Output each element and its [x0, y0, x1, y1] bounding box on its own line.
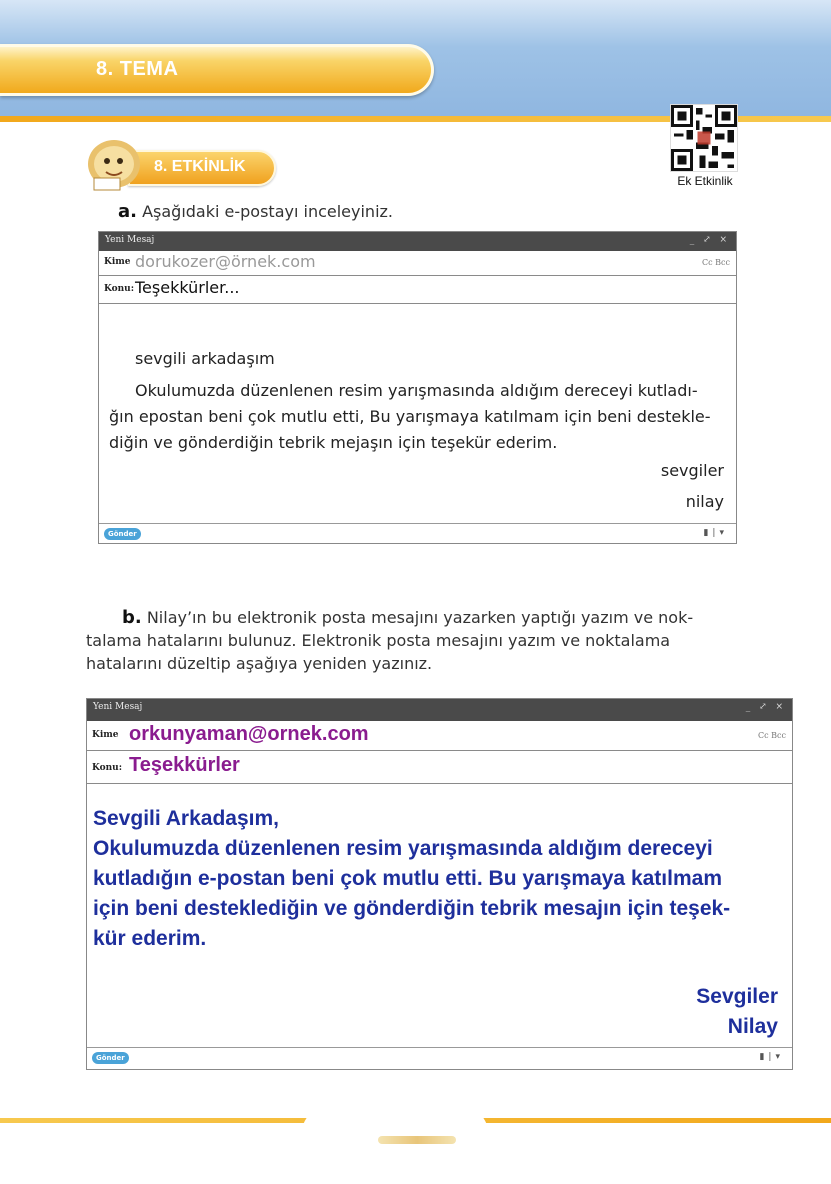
instruction-b-marker: b. [122, 607, 142, 628]
instruction-b [86, 606, 738, 675]
trash-icon[interactable]: ▮|▾ [703, 528, 728, 538]
window-title: Yeni Mesaj [105, 235, 155, 245]
qr-caption: Ek Etkinlik [677, 174, 733, 188]
message-body[interactable] [109, 378, 727, 456]
body-line: ğın epostan beni çok mutlu etti, Bu yarışmaya katılmam için beni destekle- [109, 407, 711, 426]
compose-footer [87, 1047, 792, 1069]
trash-icon[interactable]: ▮|▾ [759, 1052, 784, 1062]
subject-field[interactable]: Teşekkürler [129, 754, 240, 776]
instruction-a-text: Aşağıdaki e-postayı inceleyiniz. [142, 202, 393, 221]
instruction-b-line: hatalarını düzeltip aşağıya yeniden yazınız. [86, 654, 433, 673]
subject-row [87, 751, 792, 784]
answer-line: için beni desteklediğin ve gönderdiğin tebrik mesajın için teşek- [93, 897, 731, 920]
to-row [99, 251, 736, 276]
subject-label: Konu: [92, 763, 123, 773]
mascot-icon [84, 134, 148, 192]
greeting: sevgili arkadaşım [135, 349, 275, 368]
email-window-original [98, 231, 737, 544]
to-field[interactable]: orkunyaman@ornek.com [129, 723, 369, 745]
cc-bcc-links[interactable]: Cc Bcc [702, 258, 730, 267]
answer-line: Okulumuzda düzenlenen resim yarışmasında aldığım dereceyi [93, 837, 713, 860]
body-line: Okulumuzda düzenlenen resim yarışmasında aldığım dereceyi kutladı- [135, 381, 698, 400]
sign-off: sevgiler [660, 461, 724, 480]
answer-line: kür ederim. [93, 927, 207, 950]
compose-footer [99, 523, 736, 543]
corrected-message-body[interactable] [93, 804, 763, 954]
qr-code-icon[interactable] [670, 104, 738, 172]
window-controls[interactable]: _ ⤢ × [689, 235, 730, 245]
instruction-b-line: Nilay’ın bu elektronik posta mesajını yazarken yaptığı yazım ve nok- [146, 608, 694, 627]
send-button[interactable]: Gönder [92, 1052, 129, 1064]
email-window-corrected [86, 698, 793, 1070]
sign-off: Sevgiler [696, 985, 778, 1008]
answer-line: kutladığın e-postan beni çok mutlu etti. Bu yarışmaya katılmam [93, 867, 722, 890]
instruction-a-marker: a. [118, 201, 137, 222]
theme-banner [0, 44, 434, 96]
to-label: Kime [92, 730, 119, 740]
activity-title: 8. ETKİNLİK [154, 158, 246, 175]
subject-field[interactable]: Teşekkürler... [135, 278, 240, 297]
page-number-mark [378, 1136, 456, 1144]
theme-title: 8. TEMA [96, 58, 179, 80]
to-field[interactable]: dorukozer@örnek.com [135, 252, 316, 271]
to-row [87, 721, 792, 751]
signature: nilay [685, 492, 724, 511]
send-button[interactable]: Gönder [104, 528, 141, 540]
subject-row [99, 276, 736, 304]
window-title: Yeni Mesaj [93, 702, 143, 712]
body-line: diğin ve gönderdiğin tebrik mejaşın için teşekür ederim. [109, 433, 558, 452]
instruction-a [118, 201, 393, 222]
signature: Nilay [727, 1015, 778, 1038]
cc-bcc-links[interactable]: Cc Bcc [758, 731, 786, 740]
window-controls[interactable]: _ ⤢ × [745, 702, 786, 712]
subject-label: Konu: [104, 284, 135, 294]
to-label: Kime [104, 257, 131, 267]
instruction-b-line: talama hatalarını bulunuz. Elektronik posta mesajını yazım ve noktalama [86, 631, 671, 650]
answer-line: Sevgili Arkadaşım, [93, 807, 279, 830]
window-titlebar [87, 699, 792, 721]
window-titlebar [99, 232, 736, 251]
